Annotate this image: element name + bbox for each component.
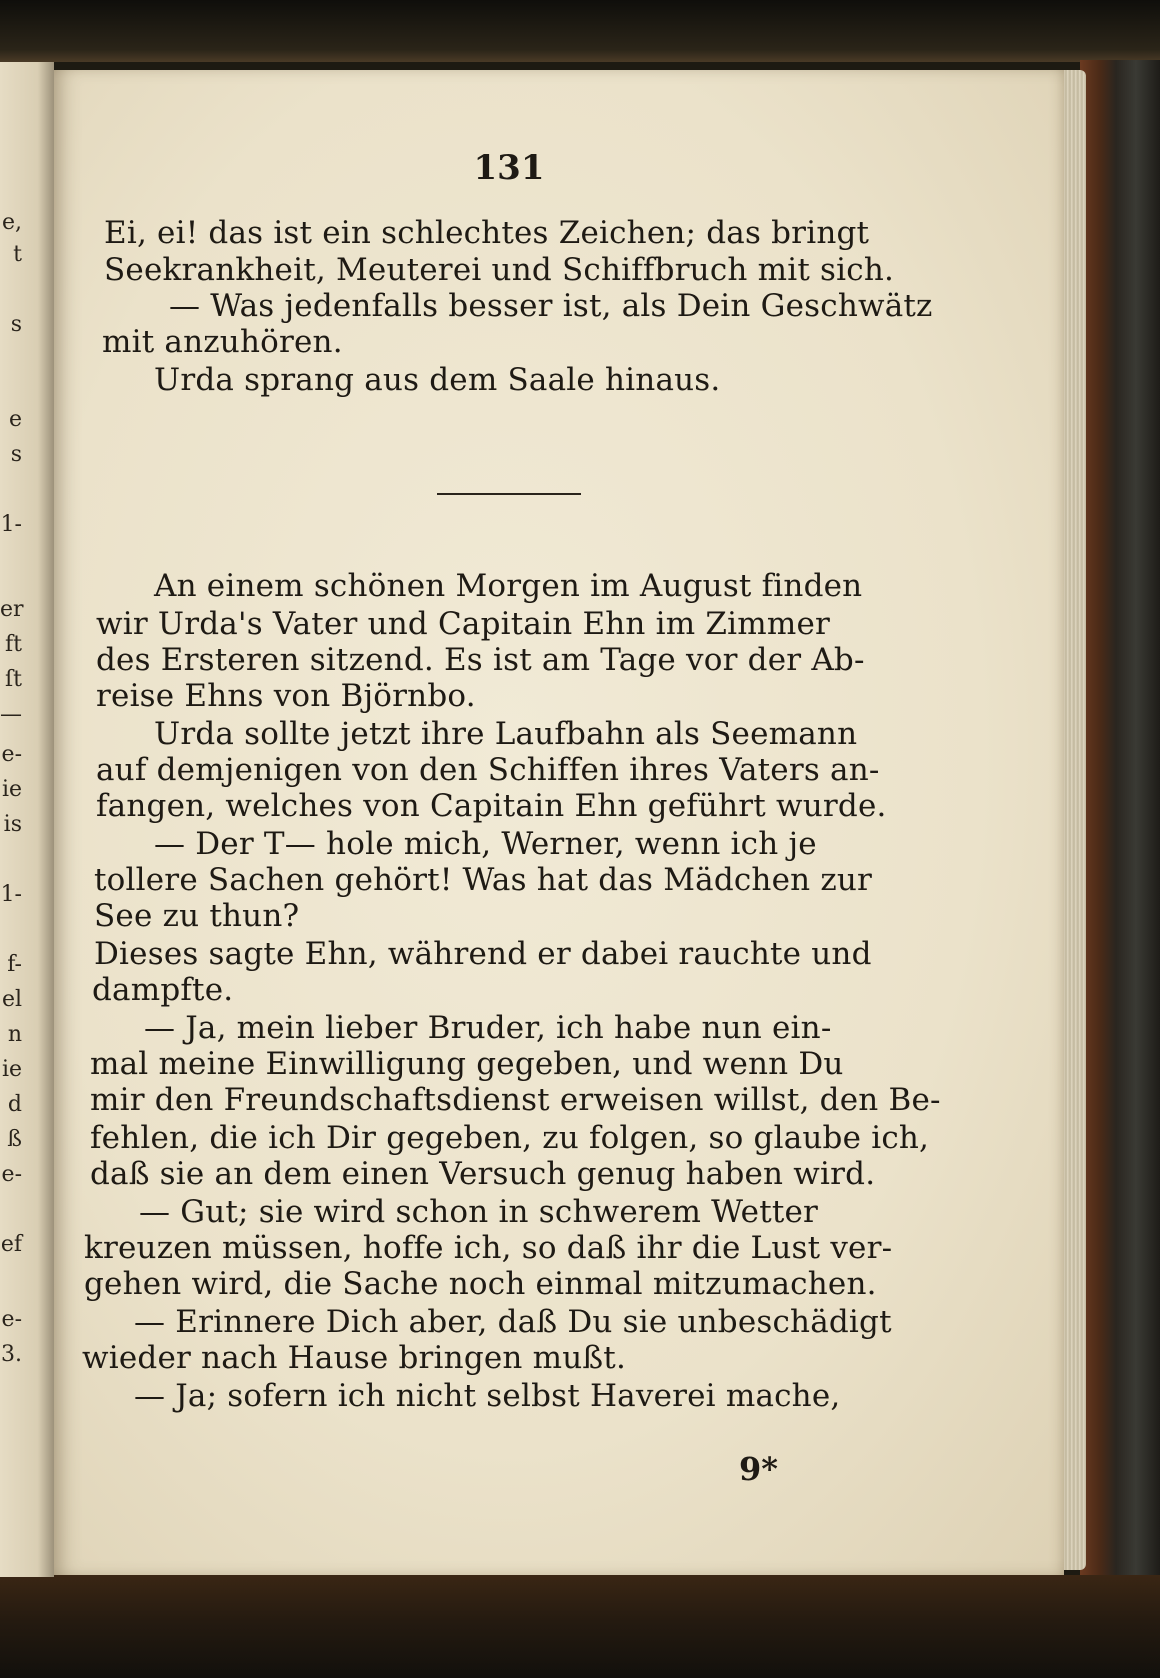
signature-mark: 9* [739,1450,778,1488]
text-line: See zu thun? [94,898,300,934]
left-fragment: 1- [0,512,22,537]
text-line: gehen wird, die Sache noch einmal mitzumachen. [84,1266,877,1302]
text-line: Seekrankheit, Meuterei und Schiffbruch mit sich. [104,252,895,288]
left-fragment: e, [1,210,22,235]
text-line: An einem schönen Morgen im August finden [154,568,863,604]
left-fragment: is [3,812,22,837]
text-line: fehlen, die ich Dir gegeben, zu folgen, so glaube ich, [90,1120,930,1156]
text-line: Urda sprang aus dem Saale hinaus. [154,362,721,398]
text-line: — Der T— hole mich, Werner, wenn ich je [154,826,817,862]
left-fragment: e- [1,1162,22,1187]
book-cover-edge [1080,60,1160,1620]
left-fragment: ie [1,1057,22,1082]
text-line: auf demjenigen von den Schiffen ihres Vaters an- [96,752,880,788]
cover-top [0,0,1160,62]
text-line: — Ja; sofern ich nicht selbst Haverei mache, [134,1378,841,1414]
page-number: 131 [473,148,545,188]
left-fragment: e- [1,742,22,767]
left-fragment: el [1,987,22,1012]
text-line: tollere Sachen gehört! Was hat das Mädchen zur [94,862,873,898]
left-fragment: s [10,312,22,337]
left-facing-page [0,62,54,1577]
left-fragment: s [10,442,22,467]
left-fragment: t [13,242,22,267]
text-line: — Gut; sie wird schon in schwerem Wetter [139,1194,819,1230]
text-line: des Ersteren sitzend. Es ist am Tage vor der Ab- [96,642,865,678]
left-fragment: ie [1,777,22,802]
left-fragment: ß [7,1127,22,1152]
text-line: reise Ehns von Björnbo. [96,678,476,714]
book-page [54,70,1064,1575]
text-line: Ei, ei! das ist ein schlechtes Zeichen; das bringt [104,215,870,251]
text-line: Urda sollte jetzt ihre Laufbahn als Seemann [154,716,858,752]
text-line: kreuzen müssen, hoffe ich, so daß ihr die Lust ver- [84,1230,893,1266]
cover-bottom [0,1575,1160,1678]
text-line: daß sie an dem einen Versuch genug haben wird. [90,1156,876,1192]
text-line: — Was jedenfalls besser ist, als Dein Geschwätz [169,288,933,324]
left-fragment: er [0,597,24,622]
left-fragment: — [0,702,22,727]
text-line: — Ja, mein lieber Bruder, ich habe nun ein- [144,1010,832,1046]
text-line: fangen, welches von Capitain Ehn geführt wurde. [96,788,887,824]
section-divider [437,493,581,495]
left-fragment: e- [1,1307,22,1332]
left-fragment: e [8,407,22,432]
text-line: mit anzuhören. [102,324,343,360]
text-line: dampfte. [92,972,234,1008]
left-fragment: f- [7,952,22,977]
text-line: wir Urda's Vater und Capitain Ehn im Zimmer [96,606,831,642]
text-line: wieder nach Hause bringen mußt. [82,1340,627,1376]
left-fragment: ef [0,1232,22,1257]
text-line: — Erinnere Dich aber, daß Du sie unbeschädigt [134,1304,892,1340]
left-fragment: d [7,1092,22,1117]
left-fragment: n [7,1022,22,1047]
text-line: mal meine Einwilligung gegeben, und wenn Du [90,1046,844,1082]
left-fragment: ſt [5,667,22,692]
left-fragment: 3. [1,1342,22,1367]
text-line: Dieses sagte Ehn, während er dabei rauchte und [94,936,872,972]
left-fragment: 1- [0,882,22,907]
text-line: mir den Freundschaftsdienst erweisen willst, den Be- [90,1082,941,1118]
left-fragment: ft [5,632,22,657]
